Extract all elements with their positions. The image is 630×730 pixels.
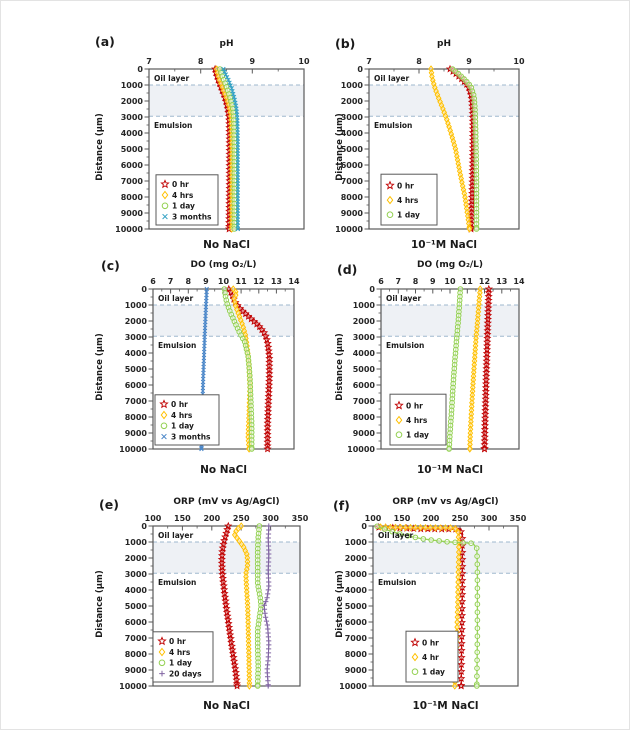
svg-text:3000: 3000 bbox=[120, 112, 143, 122]
svg-text:9000: 9000 bbox=[340, 208, 363, 218]
svg-text:3000: 3000 bbox=[344, 569, 367, 579]
svg-text:9: 9 bbox=[430, 277, 436, 286]
svg-text:3000: 3000 bbox=[124, 569, 147, 579]
svg-text:0 hr: 0 hr bbox=[406, 401, 423, 411]
svg-text:0: 0 bbox=[361, 521, 367, 531]
svg-text:8: 8 bbox=[416, 57, 422, 66]
svg-text:9000: 9000 bbox=[352, 428, 375, 438]
svg-text:4 hr: 4 hr bbox=[422, 652, 439, 662]
panel-d-ylabel: Distance (μm) bbox=[335, 333, 345, 401]
svg-text:2000: 2000 bbox=[352, 316, 375, 326]
svg-text:9: 9 bbox=[249, 57, 256, 66]
svg-text:1000: 1000 bbox=[120, 80, 143, 90]
svg-text:5000: 5000 bbox=[124, 601, 147, 611]
svg-text:4 hrs: 4 hrs bbox=[171, 410, 193, 420]
svg-text:4000: 4000 bbox=[124, 585, 147, 595]
svg-text:3000: 3000 bbox=[340, 112, 363, 122]
svg-text:8000: 8000 bbox=[124, 412, 147, 422]
svg-text:0: 0 bbox=[141, 521, 147, 531]
svg-text:10: 10 bbox=[298, 57, 310, 66]
panel-c-title: DO (mg O₂/L) bbox=[190, 260, 257, 270]
svg-text:4000: 4000 bbox=[352, 348, 375, 358]
svg-text:8000: 8000 bbox=[340, 192, 363, 202]
svg-text:0 hr: 0 hr bbox=[171, 400, 188, 409]
svg-text:10000: 10000 bbox=[119, 444, 147, 454]
svg-text:2000: 2000 bbox=[124, 316, 147, 326]
panel-c-label: (c) bbox=[101, 258, 120, 273]
svg-text:12: 12 bbox=[478, 277, 491, 286]
svg-text:12: 12 bbox=[253, 277, 265, 286]
panel-d-plot bbox=[347, 277, 525, 454]
legend bbox=[153, 632, 213, 682]
svg-text:6000: 6000 bbox=[344, 617, 367, 627]
svg-text:4 hrs: 4 hrs bbox=[169, 647, 191, 657]
svg-text:20 days: 20 days bbox=[169, 669, 202, 679]
svg-text:150: 150 bbox=[393, 514, 411, 523]
svg-text:300: 300 bbox=[262, 514, 279, 523]
svg-text:300: 300 bbox=[480, 514, 498, 523]
svg-text:1 day: 1 day bbox=[397, 210, 420, 220]
panel-b-caption: 10⁻¹M NaCl bbox=[410, 239, 478, 251]
svg-text:1 day: 1 day bbox=[172, 201, 195, 211]
svg-text:10: 10 bbox=[513, 57, 525, 66]
svg-text:4000: 4000 bbox=[340, 128, 363, 138]
legend bbox=[155, 395, 219, 445]
svg-text:350: 350 bbox=[291, 514, 309, 523]
svg-text:2000: 2000 bbox=[344, 553, 367, 563]
svg-text:7000: 7000 bbox=[352, 396, 375, 406]
svg-text:0 hr: 0 hr bbox=[397, 181, 414, 191]
svg-text:8: 8 bbox=[197, 57, 204, 66]
svg-text:8000: 8000 bbox=[352, 412, 375, 422]
svg-text:6: 6 bbox=[150, 277, 156, 286]
panel-e-ylabel: Distance (μm) bbox=[95, 570, 105, 638]
svg-text:7: 7 bbox=[395, 277, 402, 286]
svg-text:200: 200 bbox=[203, 514, 221, 523]
panel-b-emulsion-label: Emulsion bbox=[374, 121, 413, 130]
panel-f-plot bbox=[339, 514, 527, 691]
svg-text:6000: 6000 bbox=[352, 380, 375, 390]
svg-text:1 day: 1 day bbox=[171, 421, 194, 431]
svg-text:9: 9 bbox=[203, 277, 209, 286]
svg-text:10000: 10000 bbox=[347, 444, 375, 454]
panel-b-label: (b) bbox=[335, 36, 356, 51]
svg-text:5000: 5000 bbox=[340, 144, 363, 154]
panel-a-ylabel: Distance (μm) bbox=[95, 113, 105, 181]
svg-text:8000: 8000 bbox=[344, 649, 367, 659]
panel-a-title: pH bbox=[219, 39, 234, 49]
svg-text:2000: 2000 bbox=[340, 96, 363, 106]
svg-text:4000: 4000 bbox=[344, 585, 367, 595]
svg-text:3000: 3000 bbox=[124, 332, 147, 342]
oil-emulsion-band bbox=[153, 542, 300, 573]
panel-b-oil-layer-label: Oil layer bbox=[374, 74, 410, 83]
svg-text:9000: 9000 bbox=[124, 665, 147, 675]
svg-text:250: 250 bbox=[232, 514, 250, 523]
panel-f-caption: 10⁻¹M NaCl bbox=[412, 700, 479, 712]
svg-text:3000: 3000 bbox=[352, 332, 375, 342]
svg-text:6000: 6000 bbox=[120, 160, 143, 170]
svg-text:6000: 6000 bbox=[340, 160, 363, 170]
panel-d-title: DO (mg O₂/L) bbox=[416, 260, 484, 270]
panel-e-oil-layer-label: Oil layer bbox=[158, 531, 194, 540]
panel-f-ylabel: Distance (μm) bbox=[335, 570, 345, 638]
svg-text:10000: 10000 bbox=[335, 224, 363, 234]
panel-f-emulsion-label: Emulsion bbox=[378, 578, 417, 587]
svg-text:9000: 9000 bbox=[120, 208, 143, 218]
svg-text:4000: 4000 bbox=[124, 348, 147, 358]
svg-text:7000: 7000 bbox=[340, 176, 363, 186]
svg-text:14: 14 bbox=[513, 277, 525, 286]
panel-e-title: ORP (mV vs Ag/AgCl) bbox=[173, 497, 280, 507]
panel-e-plot bbox=[119, 514, 309, 691]
panel-b-title: pH bbox=[437, 39, 451, 49]
svg-text:0: 0 bbox=[137, 64, 143, 74]
svg-text:10: 10 bbox=[217, 277, 230, 286]
svg-text:0: 0 bbox=[369, 284, 375, 294]
panel-a-oil-layer-label: Oil layer bbox=[154, 74, 190, 83]
svg-text:13: 13 bbox=[496, 277, 508, 286]
svg-text:5000: 5000 bbox=[352, 364, 375, 374]
svg-text:1 day: 1 day bbox=[406, 430, 429, 440]
svg-text:1 day: 1 day bbox=[422, 667, 445, 677]
svg-text:4000: 4000 bbox=[120, 128, 143, 138]
svg-text:0 hr: 0 hr bbox=[172, 180, 189, 189]
svg-text:10000: 10000 bbox=[115, 224, 143, 234]
svg-text:1 day: 1 day bbox=[169, 658, 192, 668]
svg-text:8000: 8000 bbox=[124, 649, 147, 659]
svg-text:0: 0 bbox=[141, 284, 147, 294]
svg-text:2000: 2000 bbox=[124, 553, 147, 563]
oil-emulsion-band bbox=[373, 542, 518, 573]
legend bbox=[406, 631, 458, 682]
svg-text:1000: 1000 bbox=[352, 300, 375, 310]
svg-text:14: 14 bbox=[288, 277, 300, 286]
svg-text:250: 250 bbox=[451, 514, 469, 523]
svg-text:3 months: 3 months bbox=[171, 432, 211, 442]
svg-text:3 months: 3 months bbox=[172, 212, 212, 222]
svg-text:9: 9 bbox=[466, 57, 472, 66]
svg-text:8: 8 bbox=[412, 277, 419, 286]
svg-text:150: 150 bbox=[174, 514, 191, 523]
svg-text:200: 200 bbox=[422, 514, 440, 523]
panel-c-emulsion-label: Emulsion bbox=[158, 341, 197, 350]
panel-a-emulsion-label: Emulsion bbox=[154, 121, 193, 130]
svg-text:2000: 2000 bbox=[120, 96, 143, 106]
panel-f-title: ORP (mV vs Ag/AgCl) bbox=[392, 497, 499, 507]
svg-text:6000: 6000 bbox=[124, 380, 147, 390]
svg-text:7000: 7000 bbox=[344, 633, 367, 643]
oil-emulsion-band bbox=[153, 305, 294, 336]
panel-b-plot bbox=[335, 57, 525, 234]
panel-f-oil-layer-label: Oil layer bbox=[378, 531, 414, 540]
svg-text:7000: 7000 bbox=[120, 176, 143, 186]
svg-text:8: 8 bbox=[185, 277, 192, 286]
svg-text:100: 100 bbox=[144, 514, 162, 523]
svg-text:1000: 1000 bbox=[340, 80, 363, 90]
svg-text:1000: 1000 bbox=[124, 537, 147, 547]
panel-e-emulsion-label: Emulsion bbox=[158, 578, 197, 587]
oil-emulsion-band bbox=[381, 305, 519, 336]
panel-d-oil-layer-label: Oil layer bbox=[386, 294, 422, 303]
svg-text:0 hr: 0 hr bbox=[422, 638, 439, 648]
panel-d-label: (d) bbox=[337, 262, 358, 277]
panel-e-caption: No NaCl bbox=[203, 700, 250, 712]
panel-a-caption: No NaCl bbox=[203, 239, 250, 251]
svg-text:7000: 7000 bbox=[124, 633, 147, 643]
panel-d-emulsion-label: Emulsion bbox=[386, 341, 425, 350]
svg-text:0: 0 bbox=[357, 64, 363, 74]
legend bbox=[381, 174, 437, 225]
svg-text:11: 11 bbox=[461, 277, 473, 286]
svg-text:10: 10 bbox=[444, 277, 456, 286]
svg-text:10000: 10000 bbox=[119, 681, 147, 691]
svg-text:6000: 6000 bbox=[124, 617, 147, 627]
panel-a-plot bbox=[115, 57, 310, 234]
panel-b-ylabel: Distance (μm) bbox=[335, 113, 345, 181]
legend bbox=[156, 175, 218, 225]
svg-text:5000: 5000 bbox=[344, 601, 367, 611]
legend bbox=[390, 394, 446, 445]
svg-text:7: 7 bbox=[146, 57, 152, 66]
panel-c-caption: No NaCl bbox=[200, 464, 247, 476]
panel-d-caption: 10⁻¹M NaCl bbox=[416, 464, 484, 476]
svg-text:8000: 8000 bbox=[120, 192, 143, 202]
svg-text:350: 350 bbox=[509, 514, 527, 523]
svg-text:0 hr: 0 hr bbox=[169, 637, 186, 646]
svg-text:1000: 1000 bbox=[344, 537, 367, 547]
panel-a-label: (a) bbox=[95, 34, 115, 49]
svg-text:4 hrs: 4 hrs bbox=[172, 190, 194, 200]
svg-text:5000: 5000 bbox=[120, 144, 143, 154]
svg-text:4 hrs: 4 hrs bbox=[406, 415, 428, 425]
svg-text:4 hrs: 4 hrs bbox=[397, 195, 419, 205]
panel-c-ylabel: Distance (μm) bbox=[95, 333, 105, 401]
svg-text:7: 7 bbox=[366, 57, 372, 66]
panel-c-oil-layer-label: Oil layer bbox=[158, 294, 194, 303]
svg-text:1000: 1000 bbox=[124, 300, 147, 310]
panel-c-plot bbox=[119, 277, 300, 454]
svg-text:7: 7 bbox=[167, 277, 174, 286]
svg-text:9000: 9000 bbox=[124, 428, 147, 438]
svg-text:7000: 7000 bbox=[124, 396, 147, 406]
svg-text:100: 100 bbox=[364, 514, 382, 523]
svg-text:5000: 5000 bbox=[124, 364, 147, 374]
panel-e-label: (e) bbox=[99, 497, 119, 512]
svg-text:10000: 10000 bbox=[339, 681, 367, 691]
svg-text:13: 13 bbox=[270, 277, 282, 286]
svg-text:11: 11 bbox=[235, 277, 247, 286]
svg-text:6: 6 bbox=[378, 277, 384, 286]
svg-text:9000: 9000 bbox=[344, 665, 367, 675]
panel-f-label: (f) bbox=[333, 498, 350, 513]
